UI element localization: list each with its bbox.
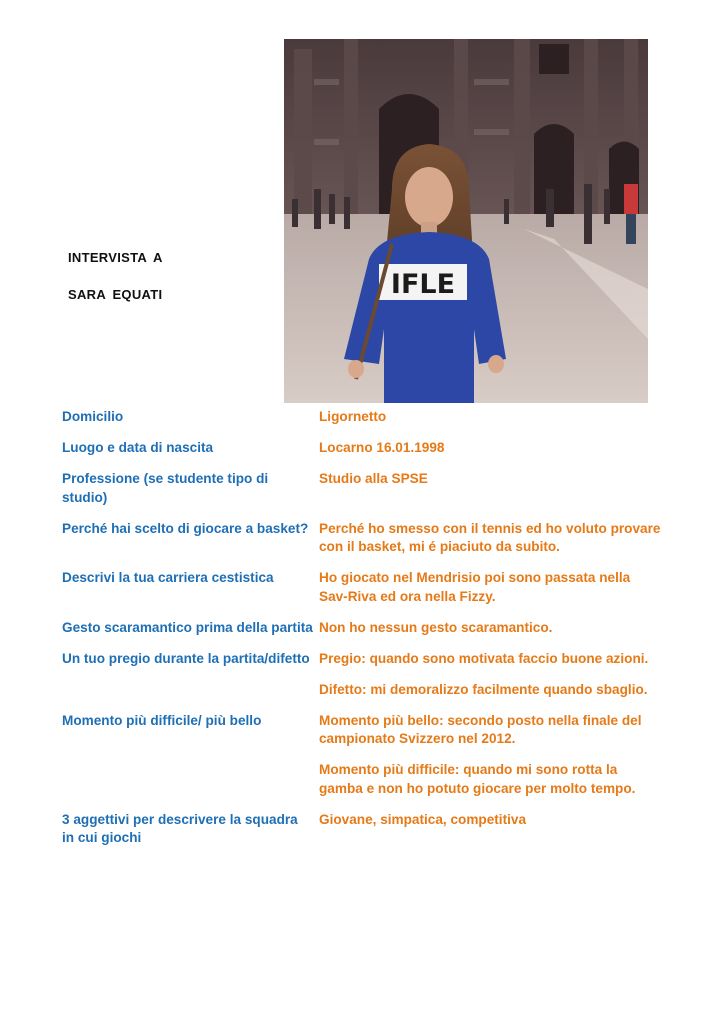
question-label: 3 aggettivi per descrivere la squadra in cui giochi [62,811,298,845]
answer-text: Difetto: mi demoralizzo facilmente quando sbaglio. [319,681,648,697]
question-label: Luogo e data di nascita [62,440,214,455]
interview-table [62,408,662,860]
interview-row [62,439,662,458]
answer-text: Ho giocato nel Mendrisio poi sono passata nella Sav-Riva ed ora nella Fizzy. [319,570,631,604]
question-label: Perché hai scelto di giocare a basket? [62,520,309,536]
page-title-line-2: SARA EQUATI [68,287,163,302]
interview-row [62,408,662,427]
answer-text: Giovane, simpatica, competitiva [319,811,526,827]
portrait-photo [284,39,648,403]
answer-cell [319,811,662,848]
question-label: Professione (se studente tipo di studio) [62,471,269,505]
answer-text: Locarno 16.01.1998 [319,440,445,455]
interview-row [62,712,662,799]
answer-cell [319,439,662,458]
answer-text: Non ho nessun gesto scaramantico. [319,619,553,635]
question-label: Gesto scaramantico prima della partita [62,619,313,635]
sweater-text: IFLE [390,269,456,300]
question-label: Domicilio [62,409,124,424]
question-label: Descrivi la tua carriera cestistica [62,570,274,585]
answer-cell [319,408,662,427]
answer-text: Studio alla SPSE [319,471,428,486]
interview-row [62,569,662,606]
question-label: Un tuo pregio durante la partita/difetto [62,650,310,666]
answer-cell [319,712,662,799]
question-label: Momento più difficile/ più bello [62,712,262,728]
answer-text: Pregio: quando sono motivata faccio buone azioni. [319,650,649,666]
answer-cell [319,520,662,557]
answer-text: Perché ho smesso con il tennis ed ho voluto provare con il basket, mi é piaciuto da subito. [319,520,661,554]
answer-cell [319,619,662,638]
answer-cell [319,569,662,606]
page-title-line-1: INTERVISTA A [68,250,163,265]
answer-text: Ligornetto [319,409,387,424]
interview-row [62,520,662,557]
interview-row [62,619,662,638]
answer-text: Momento più difficile: quando mi sono rotta la gamba e non ho potuto giocare per molto tempo. [319,762,636,796]
answer-cell [319,650,662,700]
answer-cell [319,470,662,507]
interview-row [62,811,662,848]
answer-text: Momento più bello: secondo posto nella finale del campionato Svizzero nel 2012. [319,712,642,746]
interview-row [62,650,662,700]
interview-row [62,470,662,507]
